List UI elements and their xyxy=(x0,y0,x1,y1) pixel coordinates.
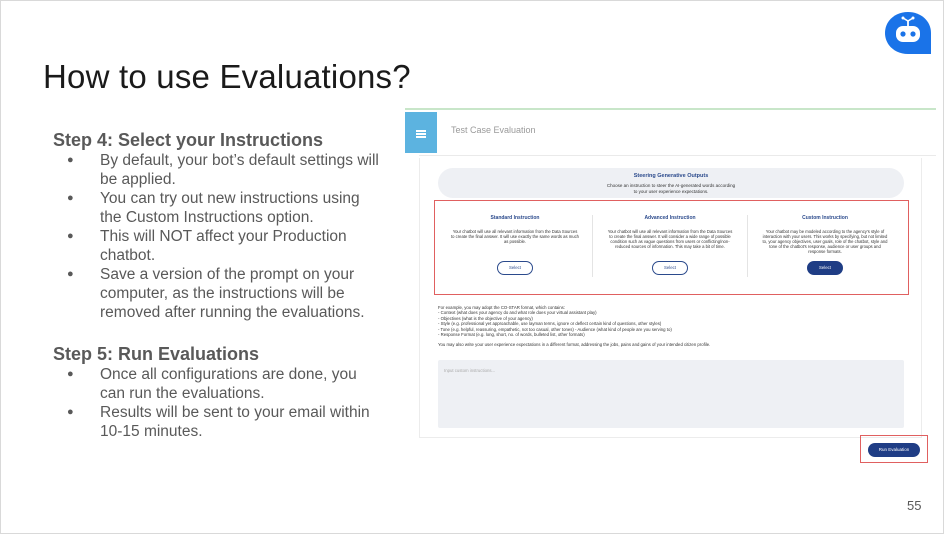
run-evaluation-button[interactable]: Run Evaluation xyxy=(868,443,920,457)
steer-title: Steering Generative Outputs xyxy=(633,173,709,179)
card-title: Advanced Instruction xyxy=(644,215,696,221)
slide-title: How to use Evaluations? xyxy=(43,58,411,95)
card-title: Custom Instruction xyxy=(802,215,848,221)
custom-instructions-placeholder: Input custom instructions... xyxy=(444,368,496,373)
steer-description: Choose an instruction to steer the AI-generated words according to your user experience expectations. xyxy=(606,183,736,194)
chatbot-logo-icon xyxy=(885,11,931,55)
card-advanced-instruction[interactable] xyxy=(595,211,745,289)
example-line: - Style (e.g. professional yet approachable, use layman terms, ignore or deflect certain kind of questions, other styles) xyxy=(438,321,662,327)
step4-bullet-list xyxy=(63,151,383,322)
example-line: - Response Format (e.g. long, short, no. of words, bulleted list, other formats) xyxy=(438,332,585,338)
list-item: ● Save a version of the prompt on your computer, as the instructions will be removed after running the evaluations. xyxy=(63,265,383,322)
page-number: 55 xyxy=(907,498,922,513)
example-line: - Tone (e.g. helpful, reassuring, empathetic, not too casual, other tones) - Audience (what kind of people are you serving to) xyxy=(438,326,672,332)
step5-bullet-list xyxy=(63,365,383,441)
select-standard-button[interactable]: Select xyxy=(497,261,533,275)
top-border xyxy=(405,108,936,110)
list-item: ● You can try out new instructions using the Custom Instructions option. xyxy=(63,189,383,227)
card-description: Your chatbot will use all relevant information from the Data Sources to create the final answer. It will use exactly the same words as much as possible. xyxy=(451,229,580,244)
divider xyxy=(419,155,936,156)
hamburger-menu-button[interactable] xyxy=(405,112,437,153)
list-item: ● Once all configurations are done, you can run the evaluations. xyxy=(63,365,383,403)
hamburger-icon xyxy=(416,130,426,132)
divider xyxy=(592,215,593,277)
run-evaluation-highlight xyxy=(860,435,928,463)
example-line: For example, you may adopt the CO-STAR format, which contains: xyxy=(438,305,565,310)
custom-instructions-input[interactable] xyxy=(438,360,904,428)
step4-heading: Step 4: Select your Instructions xyxy=(53,130,324,150)
select-advanced-button[interactable]: Select xyxy=(652,261,688,275)
ux-expectations-note: You may also write your user experience expectations in a different format, addressing the jobs, pains and gains of your intended citizen profile. xyxy=(438,342,711,347)
instruction-options xyxy=(434,200,909,295)
example-line: - Context (what does your agency do and what role does your virtual assistant play) xyxy=(438,310,597,316)
card-custom-instruction[interactable] xyxy=(750,211,900,289)
divider xyxy=(747,215,748,277)
page-title: Test Case Evaluation xyxy=(451,125,536,135)
card-description: Your chatbot will use all relevant information from the Data Sources to create the final answer. It will consider a wide range of possible condition such as vague questions from users or conflicting/non-reduced sources of information. This may take a bit of time. xyxy=(607,229,733,249)
example-line: - Objectives (what is the objective of your agency) xyxy=(438,315,533,321)
card-standard-instruction[interactable] xyxy=(440,211,590,289)
list-item: ● Results will be sent to your email within 10-15 minutes. xyxy=(63,403,383,441)
step5-heading: Step 5: Run Evaluations xyxy=(53,344,260,364)
steer-banner xyxy=(438,168,904,198)
evaluation-screenshot xyxy=(405,108,936,468)
select-custom-button[interactable]: Select xyxy=(807,261,843,275)
costar-example xyxy=(438,305,908,337)
list-item: ● By default, your bot’s default settings will be applied. xyxy=(63,151,383,189)
card-title: Standard Instruction xyxy=(490,215,540,221)
card-description: Your chatbot may be modeled according to the agency's style of interaction with your users. This works by specifying, but not limited to, your agency objectives, user goals, role of the chatbot, style and tone of the chatbot's response, audience or user groups and response formats. xyxy=(762,229,888,254)
list-item: ● This will NOT affect your Production chatbot. xyxy=(63,227,383,265)
